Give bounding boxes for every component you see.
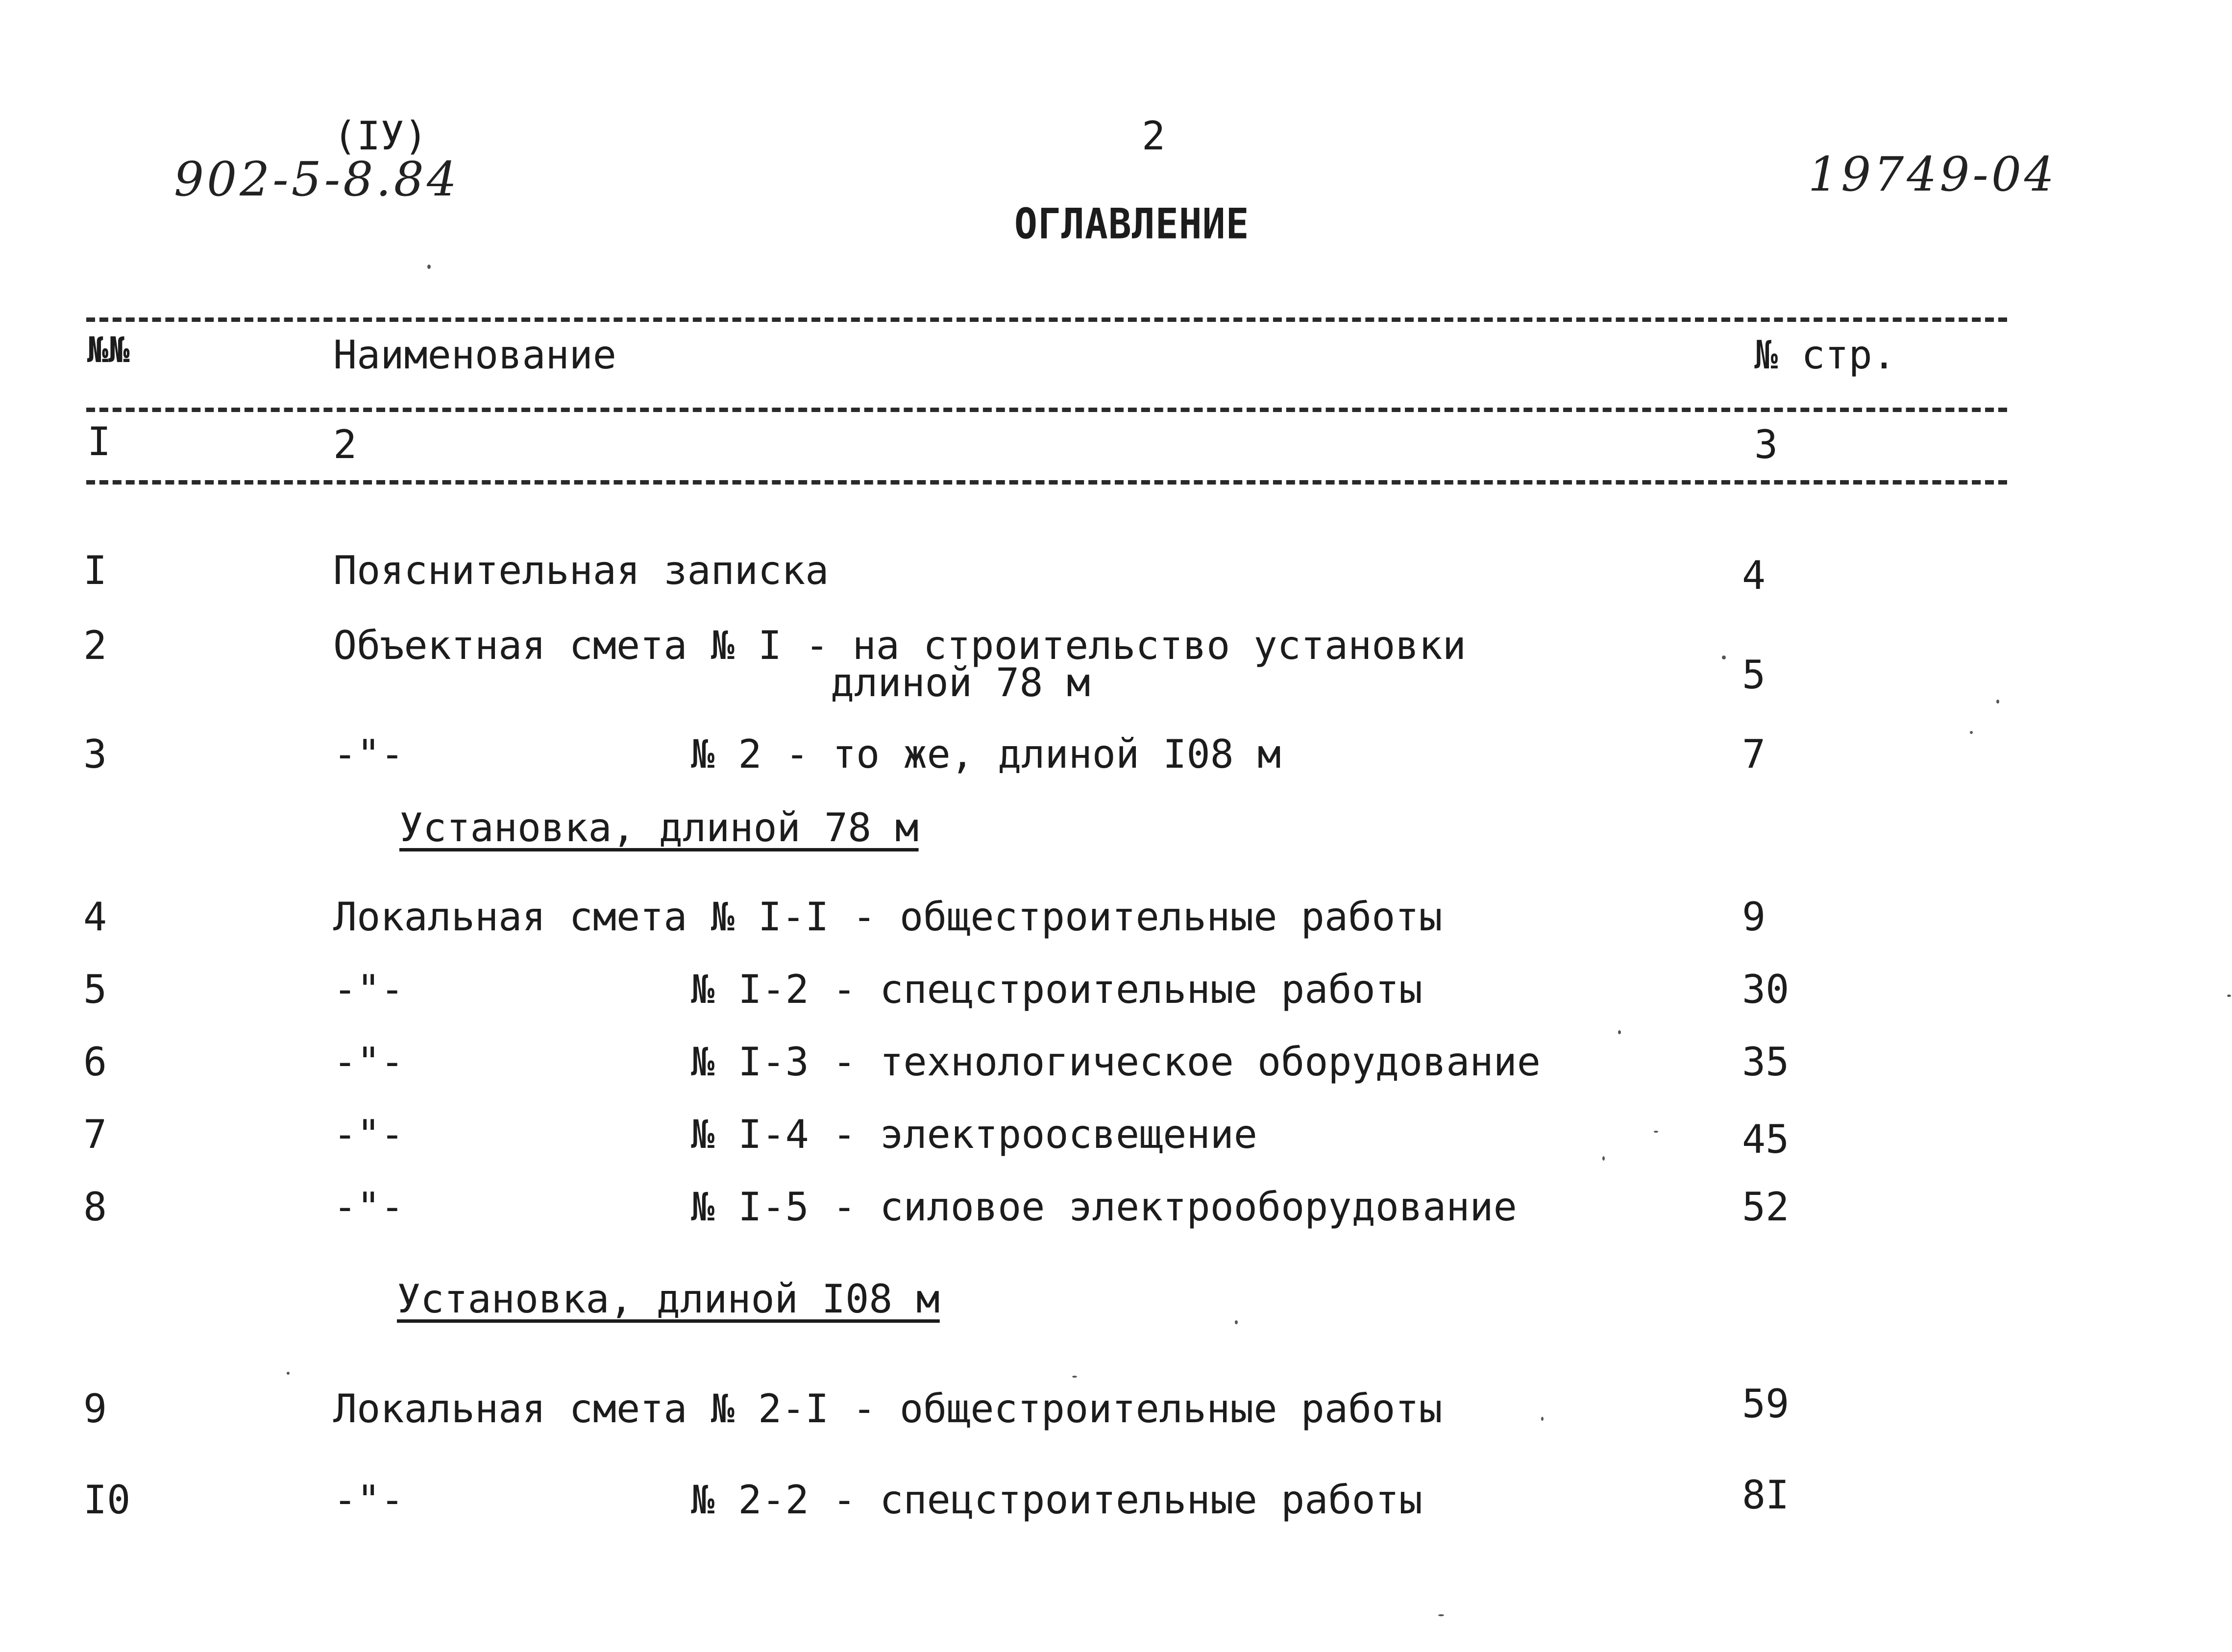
row-number: I xyxy=(83,548,107,593)
scan-speck xyxy=(1541,1417,1544,1421)
column-index-page: 3 xyxy=(1754,422,1778,467)
row-page: 45 xyxy=(1742,1117,1790,1162)
ditto-mark: -"- xyxy=(333,1184,404,1230)
scan-speck xyxy=(1722,656,1726,659)
ditto-mark: -"- xyxy=(333,731,404,777)
row-number: I0 xyxy=(83,1477,131,1523)
scan-speck xyxy=(2227,995,2231,997)
row-title: Локальная смета № I-I - общестроительные работы xyxy=(333,894,1443,940)
column-header-name: Наименование xyxy=(333,332,616,378)
section-heading: Установка, длиной 78 м xyxy=(399,805,919,850)
row-number: 3 xyxy=(83,731,107,777)
scan-speck xyxy=(1072,1376,1077,1378)
row-title: Пояснительная записка xyxy=(333,548,829,593)
scan-speck xyxy=(1438,1614,1444,1616)
row-number: 8 xyxy=(83,1184,107,1230)
divider-line xyxy=(86,317,2007,322)
row-number: 5 xyxy=(83,967,107,1012)
row-title: Объектная смета № I - на строительство установки xyxy=(333,623,1466,668)
scan-speck xyxy=(1654,1131,1658,1133)
row-title: № I-4 - электроосвещение xyxy=(691,1112,1257,1157)
row-page: 9 xyxy=(1742,894,1766,940)
toc-row xyxy=(0,1472,2232,1564)
scan-speck xyxy=(287,1372,290,1375)
row-title: № 2 - то же, длиной I08 м xyxy=(691,731,1281,777)
handwritten-document-code: 902-5-8.84 xyxy=(174,152,460,207)
divider-line xyxy=(86,480,2007,485)
row-page: 52 xyxy=(1742,1184,1790,1230)
row-title-continuation: длиной 78 м xyxy=(831,660,1090,705)
row-title: № I-5 - силовое электрооборудование xyxy=(691,1184,1517,1230)
column-index-number: I xyxy=(87,419,111,464)
column-header-number: №№ xyxy=(87,329,130,370)
scan-speck xyxy=(1996,700,1999,704)
row-page: 35 xyxy=(1742,1039,1790,1085)
row-title: № I-3 - технологическое оборудование xyxy=(691,1039,1541,1085)
ditto-mark: -"- xyxy=(333,1039,404,1085)
row-page: 5 xyxy=(1742,652,1766,698)
ditto-mark: -"- xyxy=(333,1477,404,1523)
row-number: 9 xyxy=(83,1386,107,1432)
page-number: 2 xyxy=(1142,113,1166,159)
row-page: 4 xyxy=(1742,553,1766,598)
toc-row xyxy=(0,1381,2232,1473)
ditto-mark: -"- xyxy=(333,967,404,1012)
row-number: 2 xyxy=(83,623,107,668)
toc-row xyxy=(0,623,2232,709)
ditto-mark: -"- xyxy=(333,1112,404,1157)
row-page: 59 xyxy=(1742,1381,1790,1427)
row-page: 8I xyxy=(1742,1472,1790,1518)
row-number: 7 xyxy=(83,1112,107,1157)
row-number: 4 xyxy=(83,894,107,940)
toc-row xyxy=(0,1184,2232,1271)
page-title: ОГЛАВЛЕНИЕ xyxy=(1014,200,1250,249)
row-page: 7 xyxy=(1742,731,1766,777)
column-index-name: 2 xyxy=(333,422,357,467)
row-title: № 2-2 - спецстроительные работы xyxy=(691,1477,1423,1523)
scan-speck xyxy=(1235,1320,1238,1324)
handwritten-inventory-number: 19749-04 xyxy=(1808,147,2057,202)
column-header-page: № стр. xyxy=(1754,332,1896,378)
scan-speck xyxy=(1970,731,1973,734)
scan-speck xyxy=(1602,1156,1605,1161)
series-label: (IУ) xyxy=(333,113,428,159)
row-title: № I-2 - спецстроительные работы xyxy=(691,967,1423,1012)
row-page: 30 xyxy=(1742,967,1790,1012)
divider-line xyxy=(86,408,2007,412)
scan-speck xyxy=(427,265,431,269)
toc-row xyxy=(0,731,2232,818)
row-number: 6 xyxy=(83,1039,107,1085)
toc-row xyxy=(0,548,2232,634)
section-heading: Установка, длиной I08 м xyxy=(397,1276,940,1322)
row-title: Локальная смета № 2-I - общестроительные работы xyxy=(333,1386,1443,1432)
scan-speck xyxy=(1618,1030,1621,1034)
